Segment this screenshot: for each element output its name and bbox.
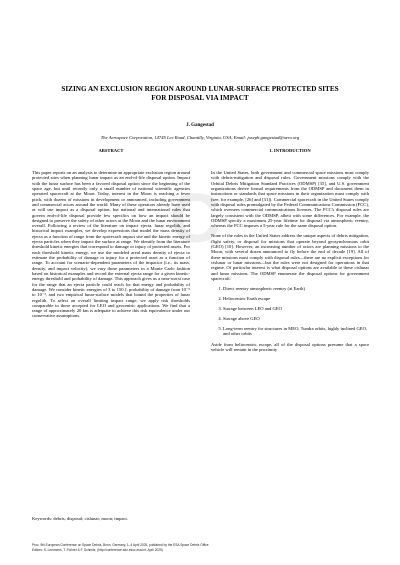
intro-paragraph-3: Aside from heliocentric escape, all of the disposal options presume that a space vehicle will remain in the proximity [211, 342, 369, 353]
list-item: 1. Direct reentry atmospheric reentry (at Earth) [223, 286, 369, 291]
footer-line-1: Proc. 9th European Conference on Space Debris, Bonn, Germany, 1–4 April 2025, published by the ESA Space Debris Office [32, 543, 209, 547]
footer [32, 543, 368, 553]
keywords: Keywords: debris; disposal; cislunar; moon; impact. [32, 516, 128, 521]
list-item: 3. Storage between LEO and GEO [223, 306, 369, 311]
intro-paragraph-1: In the United States, both government and commercial space missions must comply with debris-mitigation and disposal rules. Government missions comply with the Orbital Debris Mitigation Standard Practices (ODMSP) [35], and U.S. government organizations derive formal requirements from the ODMSP and document them in instructions or standards that space missions in their organization must comply with (see, for example, [26] and [31]). Commercial spacecraft in the United States comply with disposal rules promulgated by the Federal Communications Commission (FCC), which oversees commercial communications licenses. The FCC's disposal rules are largely consistent with the ODMSP, albeit with some differences. For example, the ODMSP specify a maximum 25-year lifetime for disposal via atmospheric reentry, whereas the FCC imposes a 5-year rule for the same disposal option. [211, 170, 369, 229]
abstract-heading: ABSTRACT [98, 148, 124, 153]
list-item: 5. Long-term reentry for structures in MEO, Tundra orbits, highly inclined GEO, and other orbits [223, 326, 369, 337]
abstract-text: This paper reports on an analysis to determine an appropriate exclusion region around protected sites when planning lunar impact as an end-of-life disposal option. Impact with the lunar surface has been a favored disposal option since the beginning of the space age, but until recently only a small number of national scientific agencies operated spacecraft at the Moon. Today, interest in the Moon is reaching a fever pitch, with dozens of missions in development or announced, including government and commercial actors around the world. Many of these operators already have used or will use impact as a disposal option, but national and international rules that govern end-of-life disposal provide few specifics on how an impact should be designed to preserve the safety of other actors at the Moon and the lunar environment overall. Following a review of the literature on impact ejecta, lunar regolith, and historical impact examples, we develop expressions that model the mass density of ejecta as a function of range from the spacecraft impact site and the kinetic energy of ejecta particles when they impact the surface at range. We identify from the literature threshold kinetic energies that correspond to damage or injury of protected assets. For each threshold kinetic energy, we use the modeled areal mass density of ejecta to estimate the probability of damage or injury for a protected asset as a function of range. To account for scenario-dependent parameters of the impactor (i.e., its mass, density, and impact velocity), we vary those parameters in a Monte Carlo fashion based on historical examples and record the external ejecta range for a given kinetic-energy threshold and probability of damage. This approach gives us a near-worst case for the range that an ejecta particle could reach for that energy and probability of damage. We consider kinetic energies of 3 to 150 J, probability of damage from 10⁻⁵ to 10⁻³, and two empirical lunar-surface models that bound the properties of lunar regolith. To select an overall limiting impact range, we apply risk thresholds comparable to those accepted for LEO and geocentric applications. We find that a range of approximately 20 km is adequate to achieve this risk equivalence under our conservative assumptions. [32, 170, 190, 319]
watermark: C [170, 179, 221, 257]
left-column [32, 148, 190, 319]
list-item: 2. Heliocentric Earth escape [223, 296, 369, 301]
list-item: 4. Storage above GEO [223, 316, 369, 321]
title-line-1: SIZING AN EXCLUSION REGION AROUND LUNAR-SURFACE PROTECTED SITES [61, 85, 339, 93]
disposal-options-list [211, 286, 369, 336]
introduction-heading: 1. INTRODUCTION [269, 148, 311, 153]
right-column [211, 148, 369, 353]
footer-line-2: Editors: S. Lemmens, T. Flohrer & F. Schmitz, (http://conference.sdo.esoc.esa.int, April 2025) [32, 548, 163, 552]
author: J. Gangestad [186, 123, 214, 128]
intro-paragraph-2: None of the rules in the United States address the unique aspects of debris mitigation, flight safety, or disposal for missions that operate beyond geosynchronous orbit (GEO) [10]. However, an increasing number of actors are planning missions to the Moon, with several dozen announced to fly before the end of decade [19]. All of these missions must comply with disposal rules—there are no explicit exceptions for cislunar or lunar missions—but the rules were not designed for operations in that regime. Of particular interest is what disposal options are available to these cislunar and lunar missions. The ODMSP enumerate the disposal options for government spacecraft: [211, 233, 369, 281]
affiliation: The Aerospace Corporation, 14745 Lee Road, Chantilly, Virginia, USA, Email: joseph.gangestad@aero.org [100, 135, 300, 140]
title-line-2: FOR DISPOSAL VIA IMPACT [151, 94, 249, 102]
paper-title [30, 85, 370, 103]
